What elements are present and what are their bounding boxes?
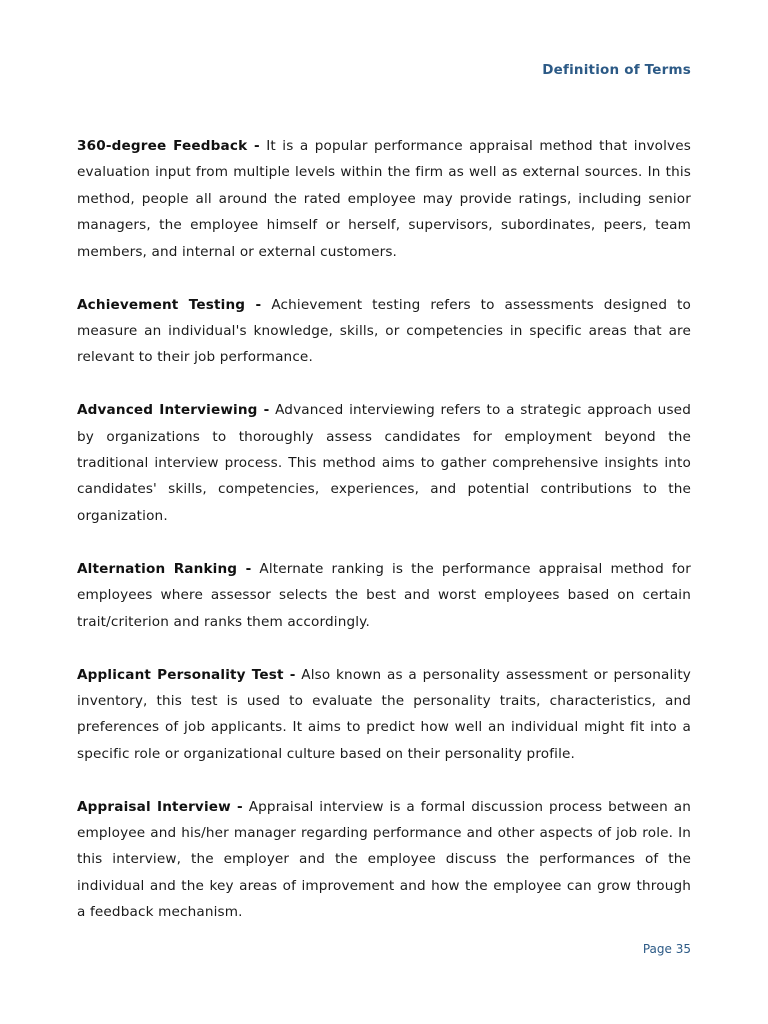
definition-entry (77, 556, 691, 635)
page-header-title: Definition of Terms (542, 62, 691, 78)
page-number: Page 35 (642, 942, 691, 956)
term-definition: Alternate ranking is the performance appraisal method for employees where assessor selects the best and worst employees based on certain trait/criterion and ranks them accordingly. (77, 560, 692, 630)
term-heading: Alternation Ranking - (77, 560, 252, 577)
term-heading: Achievement Testing - (77, 296, 262, 313)
definition-entry (77, 133, 691, 265)
definition-entry (77, 662, 691, 768)
definition-entry (77, 397, 691, 529)
term-definition: It is a popular performance appraisal method that involves evaluation input from multiple levels within the firm as well as external sources. In this method, people all around the rated employee may provide ratings, including senior managers, the employee himself or herself, supervisors, subordinates, peers, team members, and internal or external customers. (77, 138, 691, 260)
term-definition: Also known as a personality assessment or personality inventory, this test is used to evaluate the personality traits, characteristics, and preferences of job applicants. It aims to predict how well an individual might fit into a specific role or organizational culture based on their personality profile. (77, 666, 691, 762)
term-heading: Advanced Interviewing - (77, 402, 270, 419)
definition-entry (77, 794, 691, 926)
definition-entry (77, 292, 691, 371)
term-heading: Applicant Personality Test - (77, 666, 296, 683)
term-definition: Achievement testing refers to assessments designed to measure an individual's knowledge, skills, or competencies in specific areas that are relevant to their job performance. (77, 296, 691, 366)
term-definition: Advanced interviewing refers to a strategic approach used by organizations to thoroughly assess candidates for employment beyond the traditional interview process. This method aims to gather comprehensive insights into candidates' skills, competencies, experiences, and potential contributions to the organization. (77, 402, 691, 524)
definitions-list (77, 133, 691, 952)
term-heading: 360-degree Feedback - (77, 138, 260, 154)
term-definition: Appraisal interview is a formal discussion process between an employee and his/her manager regarding performance and other aspects of job role. In this interview, the employer and the employee discuss the performances of the individual and the key areas of improvement and how the employee can grow through a feedback mechanism. (77, 798, 692, 921)
term-heading: Appraisal Interview - (77, 798, 243, 815)
